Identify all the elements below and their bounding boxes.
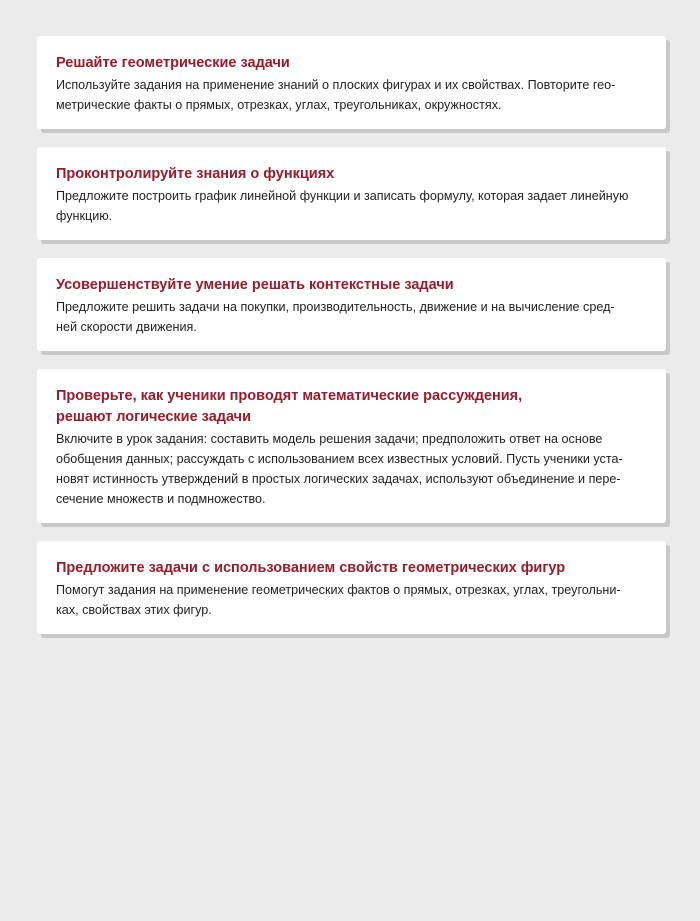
card-title: Решайте геометрические задачи bbox=[56, 55, 290, 71]
card-title: Предложите задачи с использованием свойств геометрических фигур bbox=[56, 560, 566, 576]
recommendation-list bbox=[37, 36, 666, 652]
card-geometric-properties bbox=[37, 541, 666, 634]
card-functions-knowledge bbox=[37, 147, 666, 240]
card-text: Помогут задания на применение геометрических фактов о прямых, отрезках, углах, треугольни- ках, свойствах этих фигур. bbox=[56, 583, 621, 617]
card-title: Усовершенствуйте умение решать контекстные задачи bbox=[56, 277, 454, 293]
card-context-tasks bbox=[37, 258, 666, 351]
card-text: Включите в урок задания: составить модель решения задачи; предположить ответ на основе обобщения данных; рассуждать с использованием всех известных условий. Пусть ученики уста- новят истинность утверждений в простых логических задачах, используют объединение и пере- сечение множеств и подмножество. bbox=[56, 432, 623, 506]
card-text: Используйте задания на применение знаний о плоских фигурах и их свойствах. Повторите гео- метрические факты о прямых, отрезках, углах, треугольниках, окружностях. bbox=[56, 78, 616, 112]
card-math-reasoning bbox=[37, 369, 666, 523]
card-title: Проверьте, как ученики проводят математические рассуждения, решают логические задачи bbox=[56, 388, 523, 425]
card-title: Проконтролируйте знания о функциях bbox=[56, 166, 335, 182]
card-text: Предложите решить задачи на покупки, производительность, движение и на вычисление сред- ней скорости движения. bbox=[56, 300, 615, 334]
card-geometry-tasks bbox=[37, 36, 666, 129]
card-text: Предложите построить график линейной функции и записать формулу, которая задает линейную функцию. bbox=[56, 189, 629, 223]
